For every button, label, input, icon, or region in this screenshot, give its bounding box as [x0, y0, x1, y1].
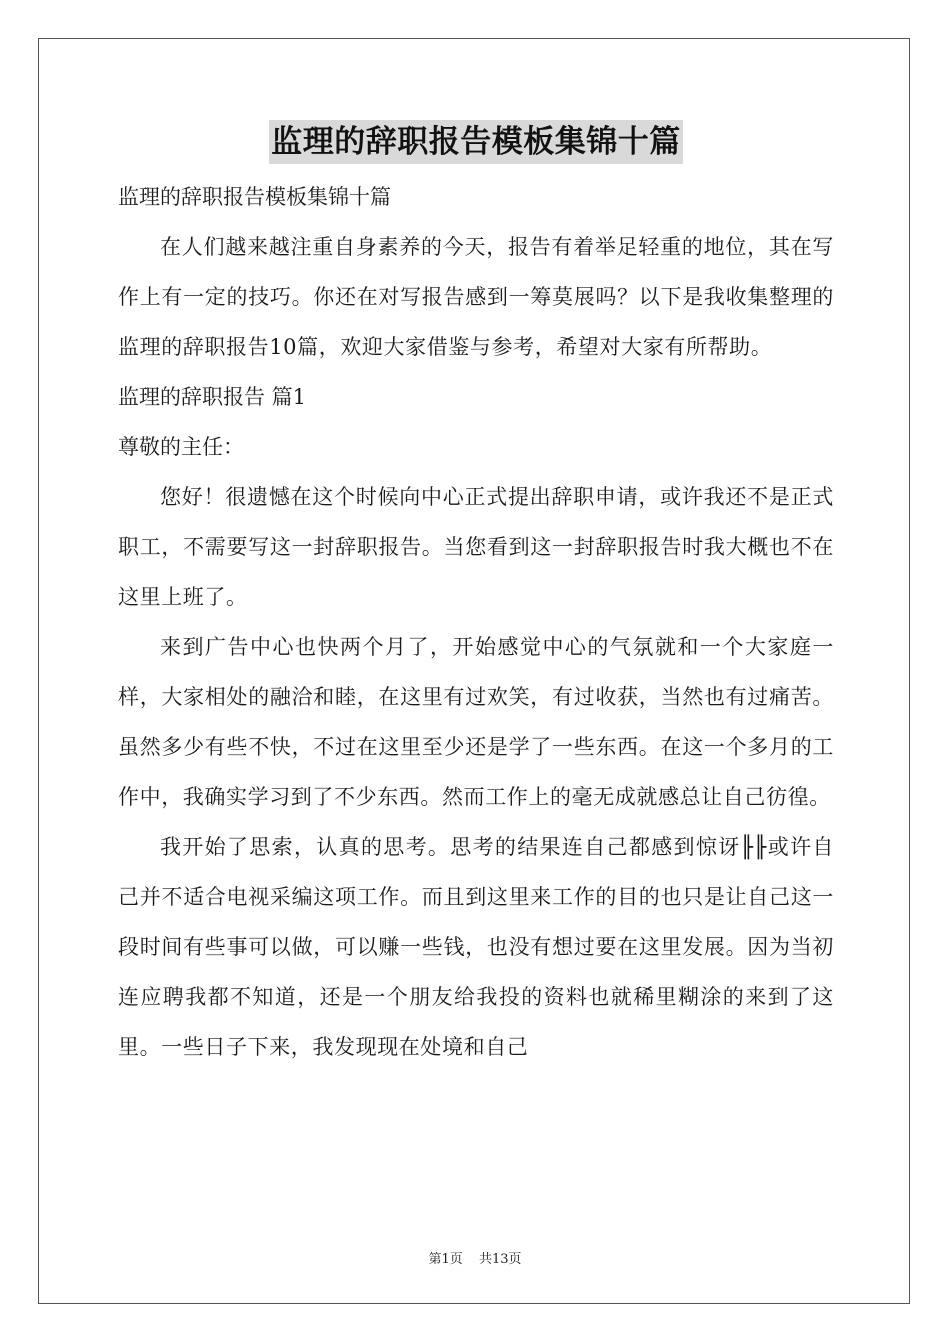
- salutation: 尊敬的主任：: [118, 435, 244, 459]
- body-paragraph-1: 您好！很遗憾在这个时候向中心正式提出辞职申请，或许我还不是正式职工，不需要写这一封辞职报告。当您看到这一封辞职报告时我大概也不在这里上班了。: [118, 485, 834, 609]
- document-body: [118, 120, 834, 1072]
- title-container: [118, 120, 834, 172]
- intro-paragraph: 在人们越来越注重自身素养的今天，报告有着举足轻重的地位，其在写作上有一定的技巧。你还在对写报告感到一筹莫展吗？以下是我收集整理的监理的辞职报告10篇，欢迎大家借鉴与参考，希望对大家有所帮助。: [118, 235, 834, 359]
- page-footer: [0, 1248, 950, 1267]
- body-paragraph-3: 我开始了思索，认真的思考。思考的结果连自己都感到惊讶╟╟或许自己并不适合电视采编这项工作。而且到这里来工作的目的也只是让自己这一段时间有些事可以做，可以赚一些钱，也没有想过要在这里发展。因为当初连应聘我都不知道，还是一个朋友给我投的资料也就稀里糊涂的来到了这里。一些日子下来，我发现现在处境和自己: [118, 835, 834, 1059]
- page-total: 共13页: [478, 1252, 522, 1267]
- body-paragraph-2: 来到广告中心也快两个月了，开始感觉中心的气氛就和一个大家庭一样，大家相处的融洽和睦，在这里有过欢笑，有过收获，当然也有过痛苦。虽然多少有些不快，不过在这里至少还是学了一些东西。在这一个多月的工作中，我确实学习到了不少东西。然而工作上的毫无成就感总让自己彷徨。: [118, 635, 834, 809]
- document-subtitle: 监理的辞职报告模板集锦十篇: [118, 185, 391, 209]
- document-title: 监理的辞职报告模板集锦十篇: [269, 120, 683, 164]
- page-number: 第1页: [428, 1252, 463, 1267]
- section-heading: 监理的辞职报告 篇1: [118, 385, 307, 409]
